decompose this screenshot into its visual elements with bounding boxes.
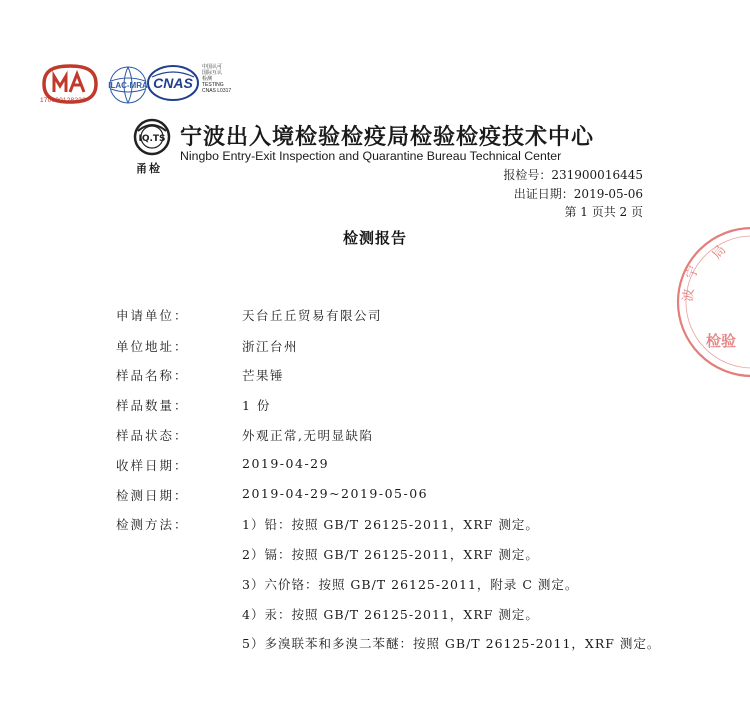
svg-text:局: 局 [709, 242, 730, 263]
field-label-address: 单位地址： [116, 339, 189, 354]
field-label-applicant: 申请单位： [116, 308, 189, 323]
seal-text: 检验 [706, 332, 737, 350]
svg-text:ILAC-MRA: ILAC-MRA [108, 81, 148, 90]
field-label-test-method: 检测方法： [116, 517, 189, 532]
field-value-sample-quantity: 1 份 [242, 398, 271, 413]
method-item: 2）镉：按照 GB/T 26125-2011，XRF 测定。 [242, 547, 539, 562]
svg-text:宁: 宁 [683, 264, 703, 282]
field-label-receipt-date: 收样日期： [116, 458, 189, 473]
issue-date: 出证日期：2019-05-06 [513, 187, 643, 201]
bureau-emblem-icon [128, 117, 176, 163]
report-title: 检测报告 [342, 229, 407, 247]
bureau-name-chinese: 宁波出入境检验检疫局检验检疫技术中心 [180, 125, 595, 150]
cnas-line: CNAS L0317 [202, 88, 232, 94]
cnas-line: 中国认可 [202, 64, 223, 70]
bureau-emblem-label: 甬检 [136, 162, 162, 175]
field-value-sample-condition: 外观正常,无明显缺陷 [242, 428, 374, 443]
field-label-sample-condition: 样品状态： [116, 428, 189, 443]
method-item: 4）汞：按照 GB/T 26125-2011，XRF 测定。 [242, 607, 539, 622]
field-label-test-date: 检测日期： [116, 488, 189, 503]
field-value-sample-name: 芒果锤 [242, 368, 285, 383]
bureau-name-english: Ningbo Entry-Exit Inspection and Quarantine Bureau Technical Center [180, 149, 562, 163]
svg-text:波: 波 [681, 288, 698, 303]
cma-code: 170000128222 [40, 97, 86, 104]
page-indicator: 第 1 页共 2 页 [564, 205, 643, 219]
method-item: 1）铅：按照 GB/T 26125-2011，XRF 测定。 [242, 517, 539, 532]
method-item: 3）六价铬：按照 GB/T 26125-2011，附录 C 测定。 [242, 577, 579, 592]
field-label-sample-quantity: 样品数量： [116, 398, 189, 413]
svg-text:IQ.TS: IQ.TS [138, 134, 166, 144]
field-value-address: 浙江台州 [242, 339, 299, 354]
field-label-sample-name: 样品名称： [116, 368, 189, 383]
method-item: 5）多溴联苯和多溴二苯醚：按照 GB/T 26125-2011，XRF 测定。 [242, 636, 661, 651]
cnas-line: 国际互认 [202, 70, 223, 76]
field-value-receipt-date: 2019-04-29 [242, 456, 330, 471]
cnas-line: 检测 [202, 76, 213, 82]
cnas-logo-icon [146, 63, 200, 103]
report-number: 报检号：231900016445 [503, 168, 643, 182]
cnas-accreditation-text [202, 64, 231, 94]
ilac-mra-logo-icon [106, 63, 150, 107]
field-value-test-date: 2019-04-29~2019-05-06 [242, 486, 429, 501]
cnas-line: TESTING [202, 82, 224, 88]
svg-text:CNAS: CNAS [153, 75, 193, 91]
field-value-applicant: 天台丘丘贸易有限公司 [242, 308, 383, 323]
